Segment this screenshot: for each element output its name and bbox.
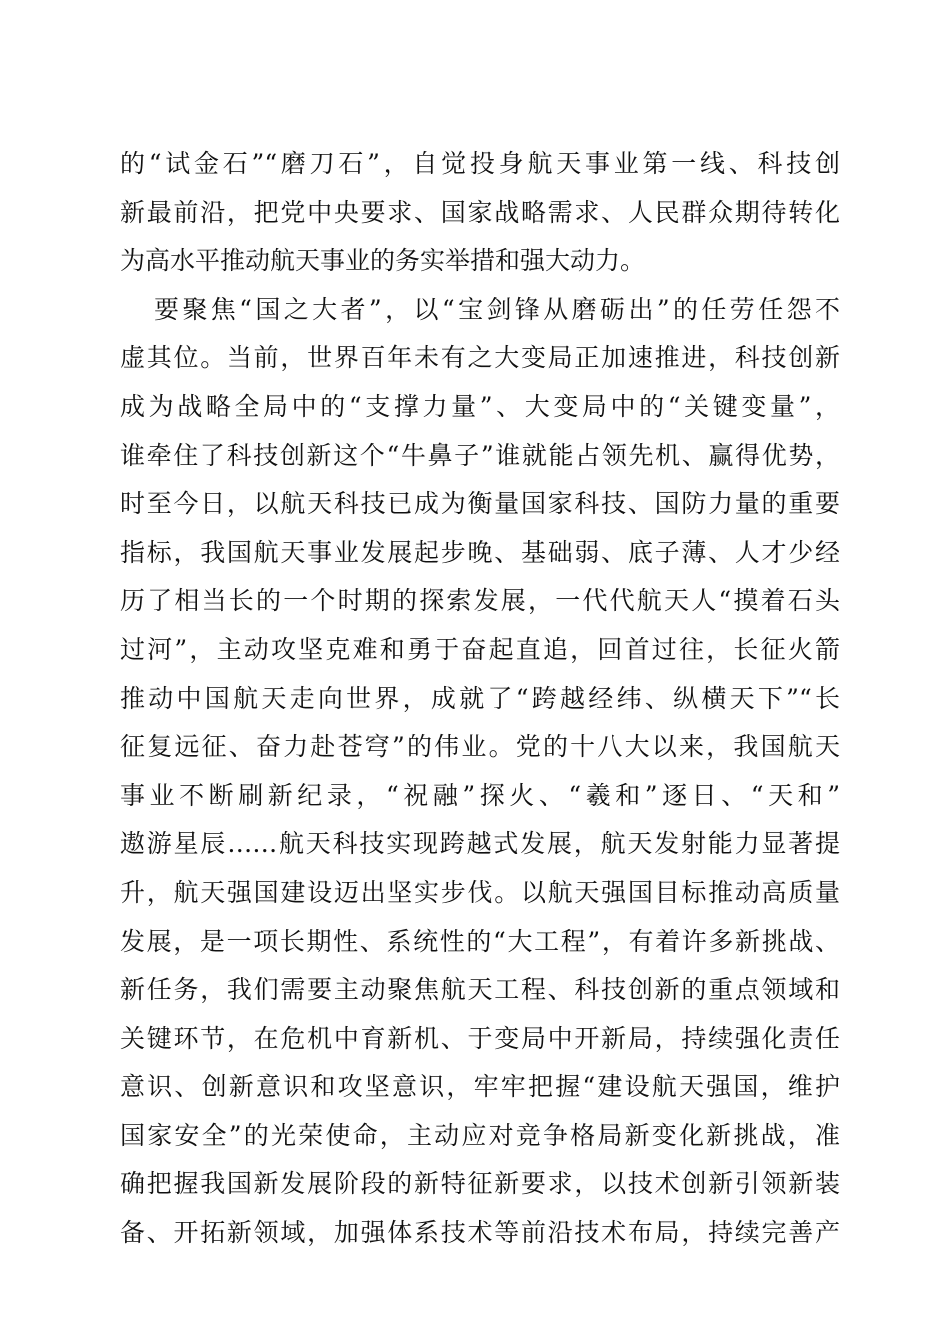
paragraph-start-line: 要聚焦“国之大者”，以“宝剑锋从磨砺出”的任劳任怨不 — [154, 294, 840, 324]
text-line: 推动中国航天走向世界，成就了“跨越经纬、纵横天下”“长 — [120, 683, 840, 713]
text-line: 的“试金石”“磨刀石”，自觉投身航天事业第一线、科技创 — [120, 149, 840, 178]
text-line: 升，航天强国建设迈出坚实步伐。以航天强国目标推动高质量 — [120, 877, 840, 907]
text-line: 征复远征、奋力赴苍穹”的伟业。党的十八大以来，我国航天 — [120, 732, 840, 762]
text-line: 成为战略全局中的“支撑力量”、大变局中的“关键变量”， — [120, 391, 840, 421]
text-line: 虚其位。当前，世界百年未有之大变局正加速推进，科技创新 — [120, 343, 840, 373]
text-line: 历了相当长的一个时期的探索发展，一代代航天人“摸着石头 — [120, 586, 840, 616]
text-line: 新任务，我们需要主动聚焦航天工程、科技创新的重点领域和 — [120, 975, 840, 1005]
text-line: 新最前沿，把党中央要求、国家战略需求、人民群众期待转化 — [120, 197, 840, 227]
body-text — [120, 140, 840, 1258]
text-line: 遨游星辰……航天科技实现跨越式发展，航天发射能力显著提 — [120, 829, 840, 859]
text-line: 过河”，主动攻坚克难和勇于奋起直追，回首过往，长征火箭 — [120, 634, 840, 664]
text-line: 备、开拓新领域，加强体系技术等前沿技术布局，持续完善产 — [120, 1218, 840, 1248]
text-line: 时至今日，以航天科技已成为衡量国家科技、国防力量的重要 — [120, 489, 840, 519]
text-line: 国家安全”的光荣使命，主动应对竞争格局新变化新挑战，准 — [120, 1120, 840, 1150]
text-line: 事业不断刷新纪录，“祝融”探火、“羲和”逐日、“天和” — [120, 780, 840, 810]
text-line: 指标，我国航天事业发展起步晚、基础弱、底子薄、人才少经 — [120, 537, 840, 567]
text-line: 关键环节，在危机中育新机、于变局中开新局，持续强化责任 — [120, 1023, 840, 1053]
text-line: 谁牵住了科技创新这个“牛鼻子”谁就能占领先机、赢得优势， — [120, 440, 840, 470]
text-line: 发展，是一项长期性、系统性的“大工程”，有着许多新挑战、 — [120, 926, 840, 956]
text-line: 确把握我国新发展阶段的新特征新要求，以技术创新引领新装 — [120, 1169, 840, 1199]
text-line: 为高水平推动航天事业的务实举措和强大动力。 — [120, 246, 646, 276]
text-line: 意识、创新意识和攻坚意识，牢牢把握“建设航天强国，维护 — [120, 1072, 840, 1102]
